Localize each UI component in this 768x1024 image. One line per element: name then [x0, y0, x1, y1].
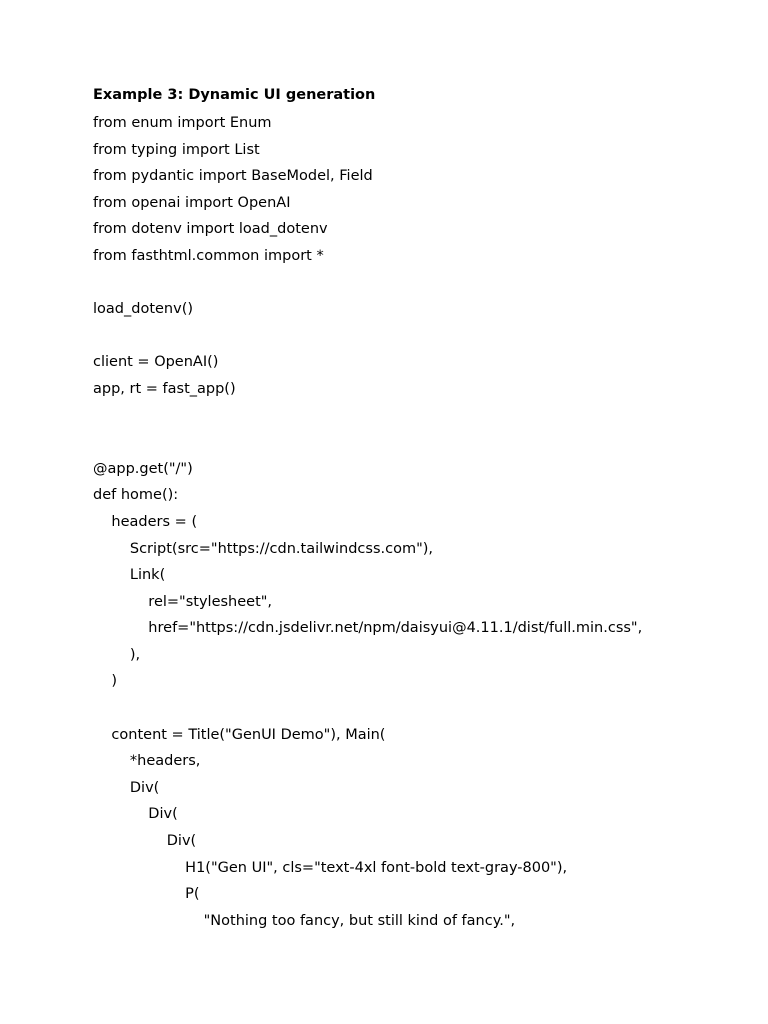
code-line: from typing import List: [93, 141, 260, 158]
code-line: rel="stylesheet",: [93, 593, 273, 610]
code-line: [93, 695, 753, 722]
code-line: ),: [93, 646, 141, 663]
code-line: content = Title("GenUI Demo"), Main(: [93, 726, 386, 743]
code-line: ): [93, 673, 118, 690]
code-line: H1("Gen UI", cls="text-4xl font-bold text-gray-800"),: [93, 859, 568, 876]
code-line: app, rt = fast_app(): [93, 380, 236, 397]
code-line: from pydantic import BaseModel, Field: [93, 168, 373, 185]
code-line: [93, 403, 753, 430]
code-line: headers = (: [93, 513, 198, 530]
code-line: Link(: [93, 567, 166, 584]
code-line: *headers,: [93, 753, 201, 770]
document-page: [93, 84, 753, 934]
code-line: load_dotenv(): [93, 301, 194, 318]
code-line: from dotenv import load_dotenv: [93, 221, 328, 238]
code-line: Script(src="https://cdn.tailwindcss.com"),: [93, 540, 434, 557]
code-line: Div(: [93, 779, 160, 796]
code-line: href="https://cdn.jsdelivr.net/npm/daisyui@4.11.1/dist/full.min.css",: [93, 620, 643, 637]
code-line: @app.get("/"): [93, 460, 193, 477]
code-line: P(: [93, 886, 200, 903]
code-block: [93, 110, 753, 934]
code-line: from enum import Enum: [93, 115, 272, 131]
code-line: def home():: [93, 487, 179, 504]
code-line: "Nothing too fancy, but still kind of fancy.",: [93, 912, 516, 929]
code-line: Div(: [93, 833, 197, 850]
code-line: Div(: [93, 806, 178, 823]
code-line: [93, 429, 753, 456]
code-line: [93, 323, 753, 350]
document-heading: Example 3: Dynamic UI generation: [93, 87, 376, 103]
code-line: from openai import OpenAI: [93, 194, 291, 211]
code-line: from fasthtml.common import *: [93, 247, 324, 264]
code-line: client = OpenAI(): [93, 354, 219, 371]
code-line: [93, 270, 753, 297]
